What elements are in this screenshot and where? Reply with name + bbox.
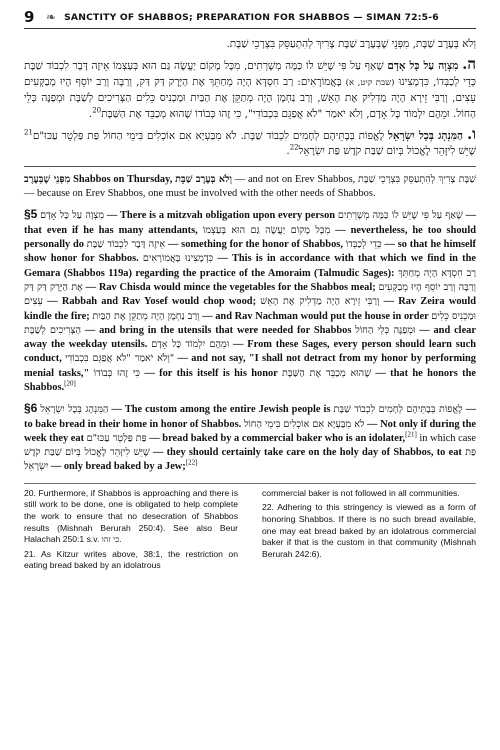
hebrew-paragraph-5: ה. מִצְוָה עַל כָּל אָדָם שֶׁאַף עַל פִּי שֶׁיֵּשׁ לוֹ כַּמָּה מְשָׁרְתִים, מִכָּל מָקוֹם יַעֲשֶׂה גַּם הוּא בְּעַצְמוֹ אֵיזֶה דָּבָר לִכְבוֹד שַׁבָּת כְּדֵי לְכַבְּדוֹ, כִּדְמָצִינוּ (שבת קיט, א) בָּאֲמוֹרָאִים: רַב חִסְדָּא הָיָה מְחַתֵּךְ אֶת הַיָּרָק דַּק דַּק, וְרַבָּה וְרַב יוֹסֵף הָיוּ מְבַקְּעִים עֵצִים, וְרַבִּי זֵירָא הָיָה מַדְלִיק אֶת הָאֵשׁ, וְרַב נַחְמָן הָיָה מְתַקֵּן אֶת הַבַּיִת וּמַכְנִיס כֵּלִים הַצְּרִיכִים לְשַׁבָּת וּמְפַנֶּה כְּלֵי הַחוֹל. וּמֵהֶם יִלְמוֹד כָּל אָדָם, וְלֹא יֹאמַר "לֹא אֲפַגֵּם בִּכְבוֹדִי", כִּי זֶהוּ כְּבוֹדוֹ שֶׁהוּא מְכַבֵּד אֶת הַשַּׁבָּת$^{20}$.: [24, 55, 476, 120]
footnote-22: [262, 502, 476, 560]
hebrew-phrase: הַמִּנְהָג בְּכָל יִשְׂרָאֵל: [40, 404, 109, 416]
hebrew-phrase: שֶׁאַף עַל פִּי שֶׁיֵּשׁ לוֹ כַּמָּה מְשָׁרְתִים: [337, 210, 463, 222]
translation-paragraph-continued: [24, 173, 476, 202]
english-phrase: — nevertheless, he too should personally do: [24, 224, 476, 251]
footnote-ref[interactable]: [21]: [405, 430, 417, 439]
hebrew-text-run: בָּאֲמוֹרָאִים: רַב חִסְדָּא הָיָה מְחַתֵּךְ אֶת הַיָּרָק דַּק דַּק, וְרַבָּה וְרַב יוֹסֵף הָיוּ מְבַקְּעִים עֵצִים, וְרַבִּי זֵירָא הָיָה מַדְלִיק אֶת הָאֵשׁ, וְרַב נַחְמָן הָיָה מְתַקֵּן אֶת הַבַּיִת וּמַכְנִיס כֵּלִים הַצְּרִיכִים לְשַׁבָּת וּמְפַנֶּה כְּלֵי הַחוֹל. וּמֵהֶם יִלְמוֹד כָּל אָדָם, וְלֹא יֹאמַר "לֹא אֲפַגֵּם בִּכְבוֹדִי", כִּי זֶהוּ כְּבוֹדוֹ שֶׁהוּא מְכַבֵּד אֶת הַשַּׁבָּת: [24, 75, 476, 120]
hebrew-phrase: וְרַב נַחְמָן הָיָה מְתַקֵּן אֶת הַבַּיִת: [92, 310, 200, 322]
english-phrase: — and not say, "I shall not detract from my honor by performing menial tasks,": [24, 353, 477, 379]
hebrew-phrase: וּמֵהֶם יִלְמוֹד כָּל אָדָם: [151, 339, 230, 351]
english-phrase: — Rav Zeira would kindle the fire;: [24, 296, 476, 322]
translation-paragraph-5: [24, 207, 476, 395]
english-phrase: — so that he himself show honor for Shabbos.: [24, 239, 476, 265]
hebrew-phrase: שֶׁהוּא מְכַבֵּד אֶת הַשַּׁבָּת: [281, 367, 371, 379]
footnote-text: commercial baker is not followed in all communities.: [262, 487, 460, 498]
section-divider: [24, 166, 476, 167]
english-phrase: — bread baked by a commercial baker who is an idolater,: [146, 432, 406, 444]
hebrew-phrase: פַּת פַּלְטֵר עַכּוּ"ם: [86, 432, 147, 444]
english-phrase: — and not on Erev Shabbos,: [231, 173, 359, 185]
english-phrase: — that he honors the Shabbos.: [24, 367, 476, 393]
paragraph-lead: מִצְוָה עַל כָּל אָדָם: [387, 60, 459, 73]
english-phrase: — This is in accordance with that which we find in the Gemara (Shabbos 119a) regarding the practice of the Amoraim (Talmudic Sages):: [24, 253, 477, 279]
hebrew-phrase: וְרַבִּי זֵירָא הָיָה מַדְלִיק אֶת הָאֵשׁ: [260, 296, 380, 308]
english-phrase: — because on Erev Shabbos, one must be involved with the other needs of Shabbos.: [24, 188, 376, 200]
footnote-column-left: [24, 488, 238, 575]
hebrew-phrase: כִּי זֶהוּ כְּבוֹדוֹ: [93, 367, 140, 379]
hebrew-phrase: כִּדְמָצִינוּ בָּאֲמוֹרָאִים: [142, 253, 214, 265]
english-phrase: — that even if he has many attendants,: [24, 210, 476, 236]
hebrew-phrase: מִפְּנֵי שֶׁבְּעֶרֶב: [24, 173, 71, 185]
translation-paragraph-6: [24, 401, 476, 474]
running-header: [24, 6, 476, 29]
footnote-ref[interactable]: 21: [24, 128, 33, 137]
hebrew-phrase: כי זהו: [101, 535, 120, 545]
footnote-ref[interactable]: [22]: [185, 459, 198, 468]
section-number: §5: [24, 207, 38, 222]
footnote-text: 20. Furthermore, if Shabbos is approaching and there is still work to be done, one is obligated to help complete the work to ensure that no desecration of Shabbos results (Mishnah Berurah 250:4). See also Beur Halachah 250:1 s.v.: [24, 487, 238, 545]
hebrew-text-line: וְלֹא בְּעֶרֶב שַׁבָּת, מִפְּנֵי שֶׁבְּעֶרֶב שַׁבָּת צָרִיךְ לְהִתְעַסֵּק בִּצְרָכֵי שַׁבָּת.: [226, 38, 476, 50]
hebrew-phrase: וּמַכְנִיס כֵּלִים הַצְּרִיכִים לְשַׁבָּת: [24, 310, 476, 336]
footnote-text: 21. As Kitzur writes above, 38:1, the restriction on eating bread baked by an idolatrous: [24, 548, 238, 571]
hebrew-phrase: וְלֹא יֹאמַר "לֹא אֲפַגֵּם בִּכְבוֹדִי": [65, 353, 175, 365]
hebrew-phrase: מִכָּל מָקוֹם יַעֲשֶׂה גַּם הוּא בְּעַצְמוֹ: [202, 224, 331, 236]
hebrew-text-run: לֶאֱפוֹת בְּבָתֵּיהֶם לְחָמִים לִכְבוֹד שַׁבָּת. לֹא מִבַּעְיָא אִם אוֹכְלִים בִּימֵי הַחוֹל פַּת פַּלְטֵר עַכּוּ"ם: [32, 130, 385, 143]
english-phrase: in which case: [416, 432, 476, 444]
hebrew-phrase: מִצְוָה עַל כָּל אָדָם: [40, 210, 105, 222]
english-phrase: — and Rav Nachman would put the house in order: [199, 310, 432, 322]
section-number: §6: [24, 401, 38, 416]
hebrew-phrase: וְלֹא בְּעֶרֶב שַׁבָּת: [175, 173, 232, 185]
hebrew-paragraph-continued: [24, 37, 476, 52]
page-number: 9: [24, 8, 35, 26]
footnote-ref[interactable]: [20]: [64, 379, 76, 388]
hebrew-text-run: שֶׁאַף עַל פִּי שֶׁיֵּשׁ לוֹ כַּמָּה מְשָׁרְתִים, מִכָּל מָקוֹם יַעֲשֶׂה גַּם הוּא בְּעַצְמוֹ אֵיזֶה דָּבָר לִכְבוֹד שַׁבָּת כְּדֵי לְכַבְּדוֹ, כִּדְמָצִינוּ: [24, 60, 476, 88]
footnotes: [24, 488, 476, 575]
hebrew-phrase: וְרַבָּה וְרַב יוֹסֵף הָיוּ מְבַקְּעִים עֵצִים: [24, 281, 476, 308]
hebrew-phrase: אֵיזֶה דָּבָר לִכְבוֹד שַׁבָּת: [86, 239, 166, 251]
hebrew-phrase: כְּדֵי לְכַבְּדוֹ: [345, 239, 382, 251]
english-phrase: Shabbos on Thursday,: [73, 173, 176, 185]
translation-block: [24, 173, 476, 475]
english-phrase: — There is a mitzvah obligation upon every person: [104, 210, 336, 222]
hebrew-phrase: פַּת יִשְׂרָאֵל: [24, 447, 476, 473]
running-title: SANCTITY OF SHABBOS; PREPARATION FOR SHABBOS — SIMAN 72:5-6: [64, 11, 439, 23]
english-phrase: — for this itself is his honor: [140, 367, 282, 379]
english-phrase: — only bread baked by a Jew;: [48, 461, 186, 473]
footnote-column-right: [262, 488, 476, 575]
footnote-ref[interactable]: 22: [289, 143, 299, 152]
paragraph-lead: הַמִּנְהָג בְּכָל יִשְׂרָאֵל: [388, 130, 464, 143]
footnote-21: [24, 549, 238, 572]
paragraph-marker: ו.: [466, 125, 476, 144]
footnote-20: 20. Furthermore, if Shabbos is approaching and there is still work to be done, one is obligated to help complete the work to ensure that no desecration of Shabbos results (Mishnah Berurah 250:4). See also Beur Halachah 250:1 s.v. כי זהו.: [24, 487, 238, 545]
hebrew-phrase: שַׁבָּת צָרִיךְ לְהִתְעַסֵּק בִּצְרָכֵי שַׁבָּת: [358, 173, 476, 185]
english-phrase: — The custom among the entire Jewish people is: [108, 404, 334, 416]
english-phrase: — they should certainly take care on the holy day of Shabbos, to eat: [149, 447, 466, 459]
paragraph-marker: ה.: [462, 55, 476, 74]
english-phrase: — Rabbah and Rav Yosef would chop wood;: [42, 296, 261, 308]
hebrew-phrase: לֶאֱפוֹת בְּבָתֵּיהֶם לְחָמִים לִכְבוֹד שַׁבָּת: [333, 404, 463, 416]
english-phrase: — Rav Chisda would mince the vegetables for the Shabbos meal;: [82, 281, 379, 293]
hebrew-phrase: וּמְפַנֶּה כְּלֵי הַחוֹל: [355, 324, 416, 336]
english-phrase: — and clear away the weekday utensils.: [24, 324, 476, 351]
hebrew-text-run: שֶׁיֵּשׁ לִיזָּהֵר לֶאֱכוֹל בְּיוֹם שַׁבַּת קֹדֶשׁ פַּת יִשְׂרָאֵל: [298, 145, 476, 158]
hebrew-text: [24, 37, 476, 160]
footnote-divider: [24, 483, 476, 484]
source-citation: (שבת קיט, א): [345, 77, 395, 88]
footnote-text: 22. Adhering to this stringency is viewed as a form of honoring Shabbos. If there is no such bread available, one may eat bread baked by an idolatrous commercial baker if that is the custom in that community (Mishnah Berurah 242:6).: [262, 502, 476, 559]
hebrew-paragraph-6: ו. הַמִּנְהָג בְּכָל יִשְׂרָאֵל לֶאֱפוֹת בְּבָתֵּיהֶם לְחָמִים לִכְבוֹד שַׁבָּת. לֹא מִבַּעְיָא אִם אוֹכְלִים בִּימֵי הַחוֹל פַּת פַּלְטֵר עַכּוּ"ם$^{21}$ שֶׁיֵּשׁ לִיזָּהֵר לֶאֱכוֹל בְּיוֹם שַׁבַּת קֹדֶשׁ פַּת יִשְׂרָאֵל$^{22}$.: [24, 125, 476, 158]
english-phrase: — From these Sages, every person should learn such conduct,: [24, 339, 476, 365]
english-phrase: — and bring in the utensils that were needed for Shabbos: [81, 324, 356, 336]
hebrew-phrase: לֹא מִבַּעְיָא אִם אוֹכְלִים בִּימֵי הַחוֹל: [243, 418, 365, 430]
ornament-icon: ❧: [46, 10, 57, 24]
english-phrase: — to bake bread in their home in honor of Shabbos.: [24, 404, 476, 430]
english-phrase: — Not only if during the week they eat: [24, 418, 477, 444]
footnote-ref[interactable]: 20: [92, 106, 102, 115]
hebrew-phrase: רַב חִסְדָּא הָיָה מְחַתֵּךְ אֶת הַיָּרָק דַּק דַּק: [24, 267, 476, 293]
hebrew-phrase: שֶׁיֵּשׁ לִיזָּהֵר לֶאֱכוֹל בְּיוֹם שַׁבַּת קֹדֶשׁ: [24, 447, 150, 459]
english-phrase: — something for the honor of Shabbos,: [165, 239, 346, 251]
footnote-21-continued: [262, 488, 476, 500]
